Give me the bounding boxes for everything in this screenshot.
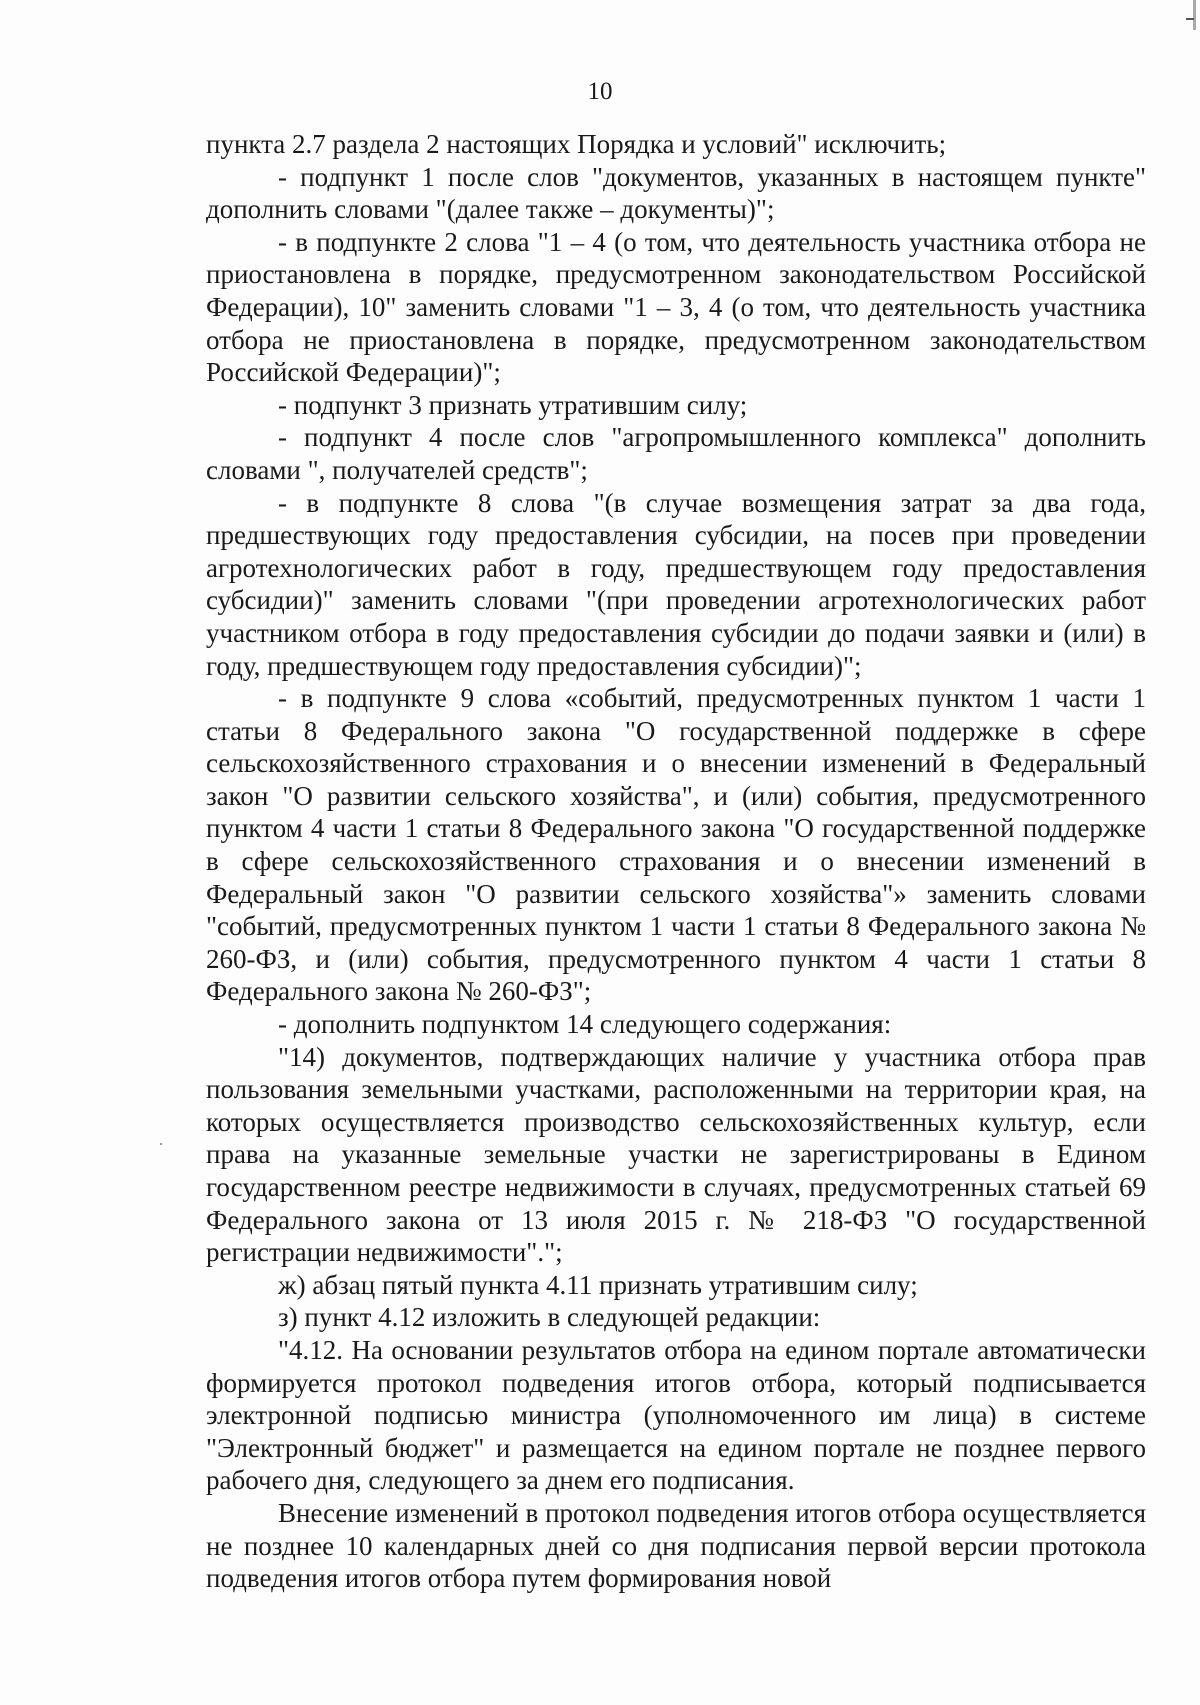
page-number: 10	[587, 78, 613, 105]
paragraph-5: - подпункт 4 после слов "агропромышленного комплекса" дополнить словами ", получателей средств";	[206, 422, 1146, 485]
paragraph-9: "14) документов, подтверждающих наличие у участника отбора прав пользования земельными участками, расположенными на территории края, на которых осуществляется производство сельскохозяйственных культур, если права на указанные земельные участки не зарегистрированы в Едином государственном реестре недвижимости в случаях, предусмотренных статьей 69 Федерального закона от 13 июля 2015 г. № 218-ФЗ "О государственной регистрации недвижимости".";	[206, 1041, 1146, 1268]
paragraph-1: пункта 2.7 раздела 2 настоящих Порядка и условий" исключить;	[206, 129, 947, 159]
paragraph-4: - подпункт 3 признать утратившим силу;	[278, 389, 748, 420]
paragraph-13: Внесение изменений в протокол подведения итогов отбора осуществляется не позднее 10 календарных дней со дня подписания первой версии протокола подведения итогов отбора путем формирования новой	[206, 1497, 1146, 1594]
paragraph-2: - подпункт 1 после слов "документов, указанных в настоящем пункте" дополнить словами "(далее также – документы)";	[206, 161, 1146, 225]
paragraph-3: - в подпункте 2 слова "1 – 4 (о том, что деятельность участника отбора не приостановлена в порядке, предусмотренном законодательством Российской Федерации), 10" заменить словами "1 – 3, 4 (о том, что деятельность участника отбора не приостановлена в порядке, предусмотренном законодательством Российской Федерации)";	[206, 226, 1146, 388]
paragraph-6: - в подпункте 8 слова "(в случае возмещения затрат за два года, предшествующих году предоставления субсидии, на посев при проведении агротехнологических работ в году, предшествующем году предоставления субсидии)" заменить словами "(при проведении агротехнологических работ участником отбора в году предоставления субсидии до подачи заявки и (или) в году, предшествующем году предоставления субсидии)";	[206, 487, 1146, 681]
scan-edge-mark	[1193, 0, 1196, 30]
paragraph-7: - в подпункте 9 слова «событий, предусмотренных пунктом 1 части 1 статьи 8 Федерального закона "О государственной поддержке в сфере сельскохозяйственного страхования и о внесении изменений в Федеральный закон "О развитии сельского хозяйства", и (или) события, предусмотренного пунктом 4 части 1 статьи 8 Федерального закона "О государственной поддержке в сфере сельскохозяйственного страхования и о внесении изменений в Федеральный закон "О развитии сельского хозяйства"» заменить словами "событий, предусмотренных пунктом 1 части 1 статьи 8 Федерального закона № 260-ФЗ, и (или) события, предусмотренного пунктом 4 части 1 статьи 8 Федерального закона № 260-ФЗ";	[206, 683, 1146, 1007]
paragraph-8: - дополнить подпунктом 14 следующего содержания:	[278, 1009, 892, 1040]
scan-speck	[160, 1143, 162, 1145]
paragraph-12: "4.12. На основании результатов отбора на едином портале автоматически формируется протокол подведения итогов отбора, который подписывается электронной подписью министра (уполномоченного им лица) в системе "Электронный бюджет" и размещается на едином портале не позднее первого рабочего дня, следующего за днем его подписания.	[206, 1334, 1146, 1496]
document-body	[206, 128, 1146, 1595]
paragraph-10: ж) абзац пятый пункта 4.11 признать утратившим силу;	[278, 1269, 918, 1300]
paragraph-11: з) пункт 4.12 изложить в следующей редакции:	[278, 1302, 821, 1333]
